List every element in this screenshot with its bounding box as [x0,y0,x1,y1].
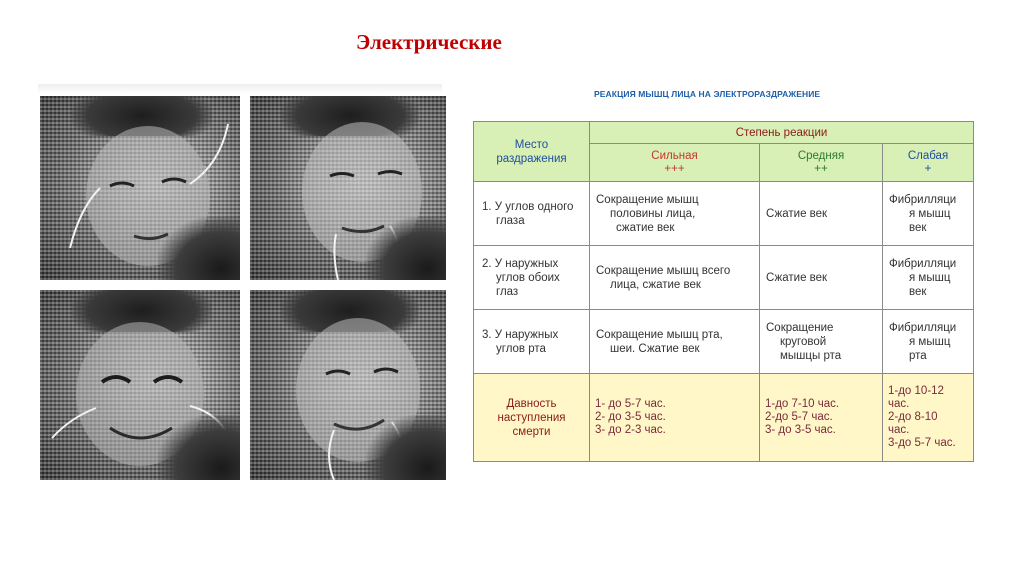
table-row [474,182,974,246]
footer-line: 2-до 8-10 [888,411,938,424]
scan-edge [38,84,442,94]
footer-line: 1-до 7-10 час. [765,398,840,411]
header-place [474,122,590,182]
strong-text: сжатие век [616,221,675,234]
medium-text: мышцы рта [780,349,842,362]
photo-face-mouth-electrodes [250,96,446,280]
table-row [474,246,974,310]
medium-cell [760,310,883,374]
footer-strong-cell [590,374,760,462]
header-weak-sign: + [924,162,932,175]
medium-text: круговой [780,335,827,348]
place-text: глаз [496,285,519,298]
table-header-row [474,122,974,144]
place-cell [474,246,590,310]
header-medium [760,144,883,182]
place-cell [474,310,590,374]
photo-face-eyes-electrodes [40,96,240,280]
header-place-line: раздражения [496,152,567,165]
footer-weak-cell [883,374,974,462]
reaction-table [473,121,974,462]
strong-text: половины лица, [610,207,696,220]
place-text: 1. У углов одного [482,200,574,213]
footer-head-text: Давность [506,397,557,410]
footer-head [474,374,590,462]
footer-line: 1-до 10-12 [888,385,944,398]
strong-text: лица, сжатие век [610,278,701,291]
footer-line: 3- до 3-5 час. [765,424,836,437]
medium-cell [760,246,883,310]
weak-text: Фибрилляци [889,257,957,270]
photo-collage [28,84,444,482]
footer-medium-cell [760,374,883,462]
medium-text: Сжатие век [766,207,828,220]
strong-text: шеи. Сжатие век [610,342,700,355]
medium-cell [760,182,883,246]
weak-text: век [909,285,927,298]
header-medium-sign: ++ [814,162,828,175]
slide-title: Электрические [356,30,502,54]
place-text: углов обоих [496,271,560,284]
table-caption: РЕАКЦИЯ МЫШЦ ЛИЦА НА ЭЛЕКТРОРАЗДРАЖЕНИЕ [594,89,821,99]
footer-line: час. [888,398,910,411]
strong-cell [590,310,760,374]
header-strong [590,144,760,182]
footer-line: 2- до 3-5 час. [595,411,666,424]
weak-text: я мышц [909,335,951,348]
footer-line: 1- до 5-7 час. [595,398,666,411]
weak-text: я мышц [909,207,951,220]
place-text: углов рта [496,342,546,355]
place-text: 3. У наружных [482,328,559,341]
place-text: 2. У наружных [482,257,559,270]
table-row [474,310,974,374]
strong-text: Сокращение мышц всего [596,264,731,277]
footer-head-text: наступления [497,411,566,424]
table-footer-row [474,374,974,462]
header-strong-sign: +++ [664,162,685,175]
footer-head-text: смерти [512,425,551,438]
medium-text: Сжатие век [766,271,828,284]
place-cell [474,182,590,246]
footer-line: 3- до 2-3 час. [595,424,666,437]
weak-text: я мышц [909,271,951,284]
footer-line: 3-до 5-7 час. [888,437,956,450]
strong-text: Сокращение мышц рта, [596,328,723,341]
photo-face-mouth-contraction [250,290,446,480]
strong-cell [590,182,760,246]
weak-text: век [909,221,927,234]
header-medium-label: Средняя [797,149,845,162]
weak-cell [883,246,974,310]
header-strong-label: Сильная [651,149,698,162]
weak-text: Фибрилляци [889,321,957,334]
weak-text: рта [909,349,927,362]
weak-cell [883,310,974,374]
place-text: глаза [496,214,525,227]
strong-cell [590,246,760,310]
medium-text: Сокращение [766,321,834,334]
header-degree: Степень реакции [590,122,974,144]
strong-text: Сокращение мышц [596,193,699,206]
footer-line: 2-до 5-7 час. [765,411,833,424]
photo-face-contraction [40,290,240,480]
footer-line: час. [888,424,910,437]
weak-cell [883,182,974,246]
header-weak [883,144,974,182]
weak-text: Фибрилляци [889,193,957,206]
header-weak-label: Слабая [907,149,949,162]
header-place-line: Место [514,138,549,151]
